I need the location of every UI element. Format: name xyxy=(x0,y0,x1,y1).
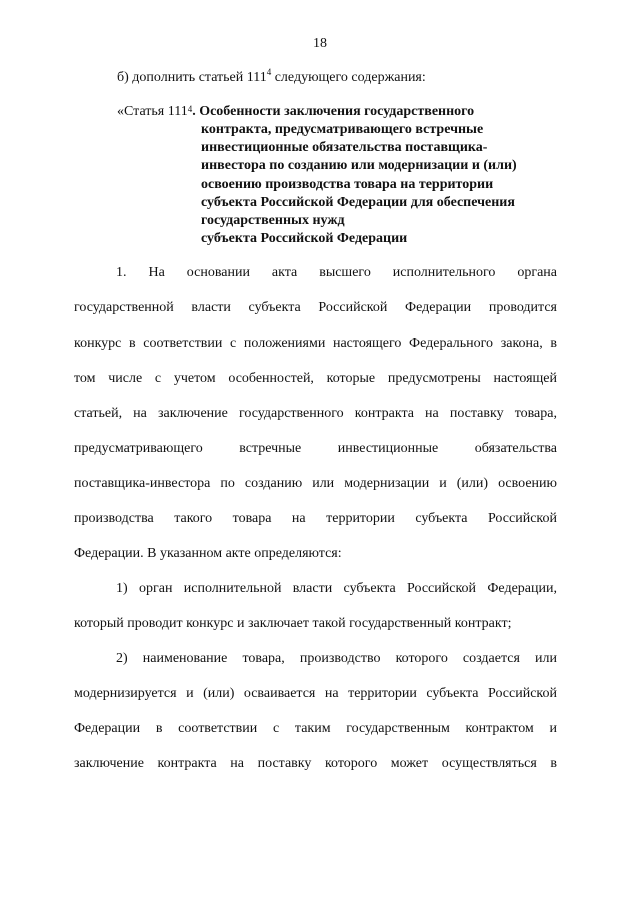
article-title-line: субъекта Российской Федерации xyxy=(201,231,408,246)
amendment-line xyxy=(117,67,426,86)
article-title-line: субъекта Российской Федерации для обеспечения xyxy=(201,195,515,210)
article-dot: . xyxy=(192,104,200,119)
list-item-line: модернизируется и (или) осваивается на территории субъекта Российской xyxy=(74,686,557,701)
page-number: 18 xyxy=(313,36,327,51)
paragraph-line: 1. На основании акта высшего исполнительного органа xyxy=(116,265,557,280)
paragraph-line: поставщика-инвестора по созданию или модернизации и (или) освоению xyxy=(74,476,557,491)
amendment-text: б) дополнить статьей 111 xyxy=(117,70,267,85)
paragraph-line: предусматривающего встречные инвестиционные обязательства xyxy=(74,441,557,456)
paragraph-line: конкурс в соответствии с положениями настоящего Федерального закона, в xyxy=(74,336,557,351)
list-item-line: Федерации в соответствии с таким государственным контрактом и xyxy=(74,721,557,736)
paragraph-line: производства такого товара на территории субъекта Российской xyxy=(74,511,557,526)
article-title-line: Особенности заключения государственного xyxy=(199,104,475,119)
article-title-line: контракта, предусматривающего встречные xyxy=(201,122,484,137)
amendment-tail: следующего содержания: xyxy=(271,70,426,85)
paragraph-line: государственной власти субъекта Российской Федерации проводится xyxy=(74,300,557,315)
article-superscript: 4 xyxy=(187,104,193,114)
paragraph-line: том числе с учетом особенностей, которые предусмотрены настоящей xyxy=(74,371,557,386)
article-title-line: инвестора по созданию или модернизации и (или) xyxy=(201,158,517,173)
article-heading xyxy=(117,103,474,121)
paragraph-line: статьей, на заключение государственного контракта на поставку товара, xyxy=(74,406,557,421)
amendment-superscript: 4 xyxy=(266,67,272,77)
list-item-line: 2) наименование товара, производство которого создается или xyxy=(116,651,557,666)
article-title-line: государственных нужд xyxy=(201,213,345,228)
article-title-line: освоению производства товара на территории xyxy=(201,177,494,192)
list-item-line: заключение контракта на поставку которого может осуществляться в xyxy=(74,756,557,771)
article-title-line: инвестиционные обязательства поставщика- xyxy=(201,140,488,155)
list-item-line: который проводит конкурс и заключает такой государственный контракт; xyxy=(74,616,512,631)
list-item-line: 1) орган исполнительной власти субъекта Российской Федерации, xyxy=(116,581,557,596)
paragraph-line: Федерации. В указанном акте определяются: xyxy=(74,546,342,561)
article-number: «Статья 111 xyxy=(117,104,188,119)
